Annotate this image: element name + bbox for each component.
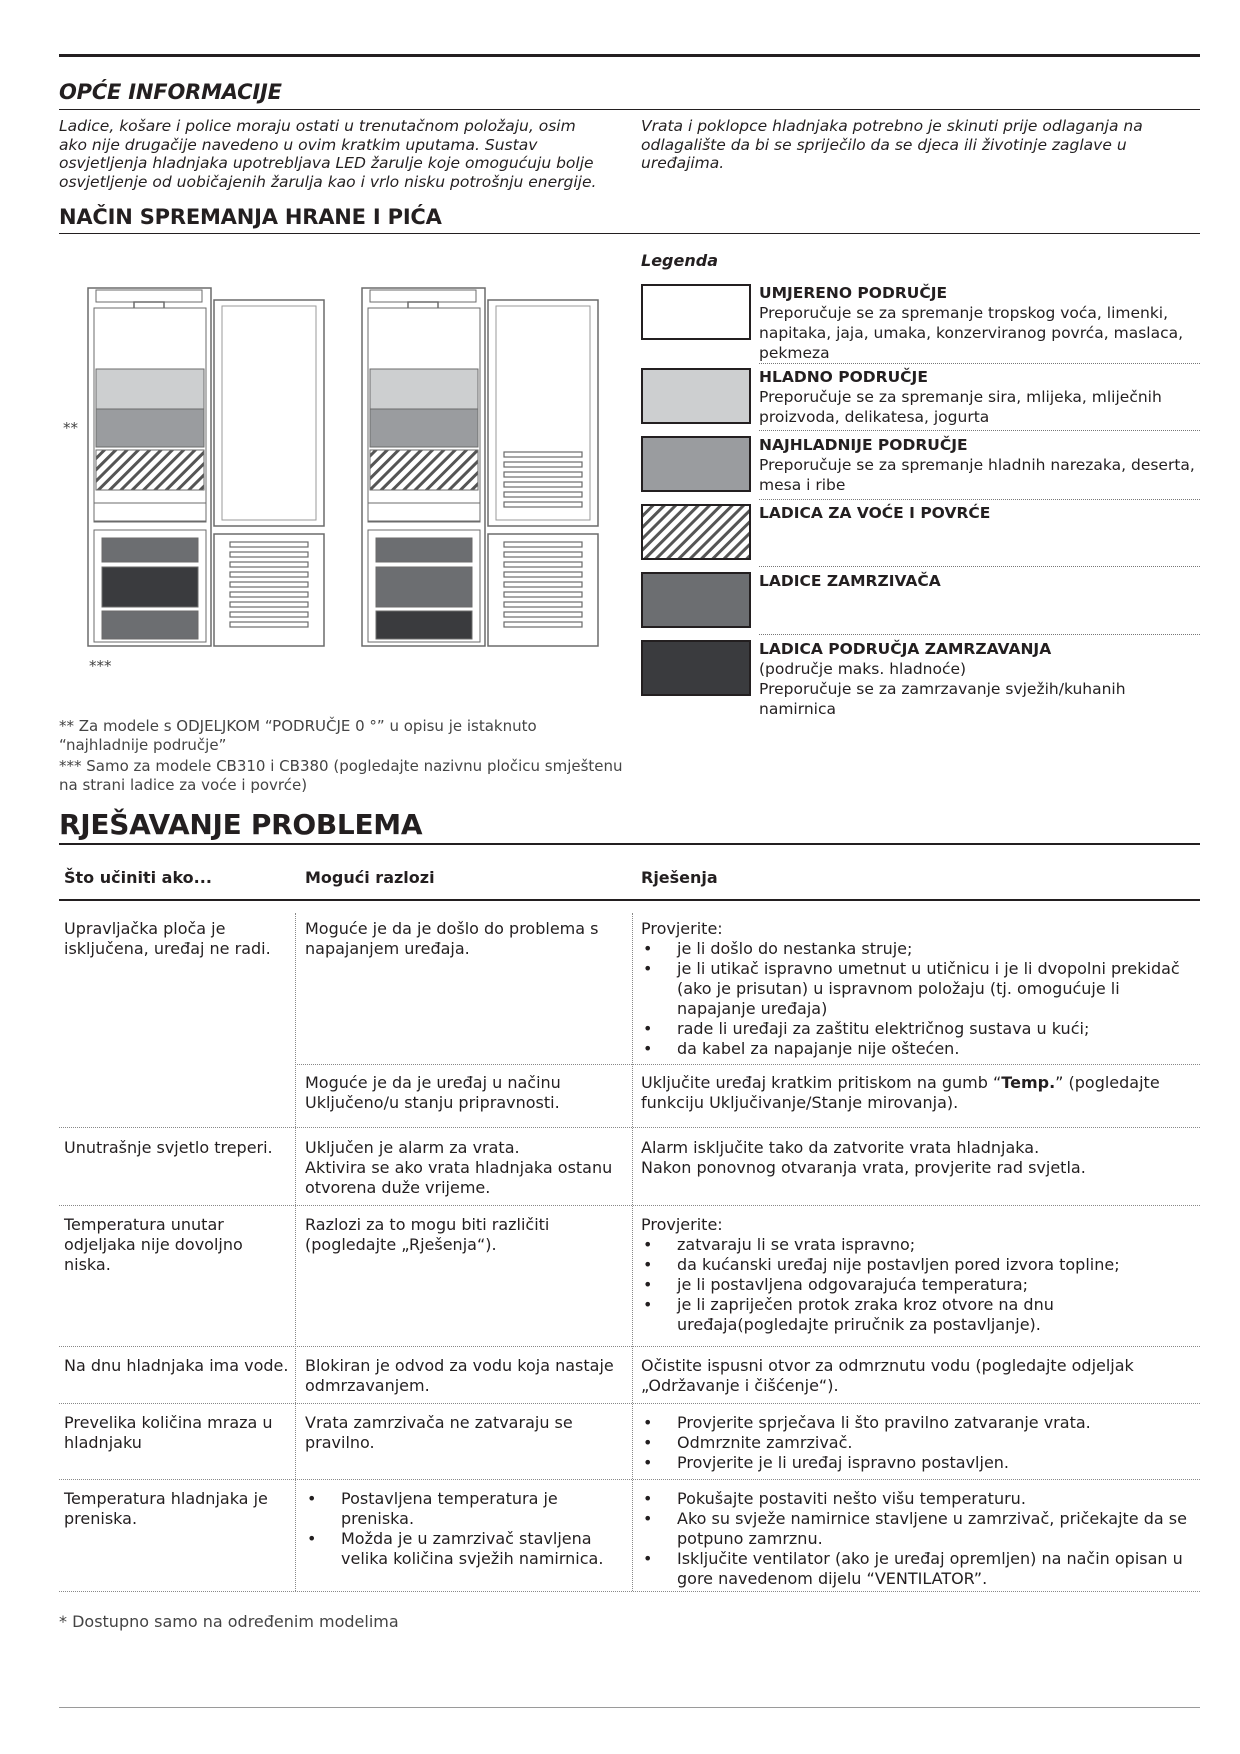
bottom-rule <box>59 1707 1200 1708</box>
row-6-problem: Temperatura hladnjaka je preniska. <box>64 1489 268 1528</box>
legend-title-coldest: NAJHLADNIJE PODRUČJE <box>759 436 968 454</box>
row-separator <box>59 1403 1200 1404</box>
row-separator <box>59 1346 1200 1347</box>
legend-swatch-moderate <box>641 284 751 340</box>
row-6-solution <box>641 1489 1201 1589</box>
legend-swatch-freezing-zone <box>641 640 751 696</box>
list-item: • Provjerite je li uređaj ispravno postavljen. <box>641 1453 1201 1473</box>
list-item: • Odmrznite zamrzivač. <box>641 1433 1201 1453</box>
legend-title-freezing-zone: LADICA PODRUČJA ZAMRZAVANJA <box>759 640 1052 658</box>
row-5-problem: Prevelika količina mraza u hladnjaku <box>64 1413 273 1452</box>
legend-separator <box>759 634 1200 635</box>
legend-title-cold: HLADNO PODRUČJE <box>759 368 928 386</box>
list-item: • je li utikač ispravno umetnut u utičnicu i je li dvopolni prekidač (ako je prisutan) u ispravnom položaju (tj. omogućuje li napajanje uređaja) <box>641 959 1201 1019</box>
list-item: • da kabel za napajanje nije oštećen. <box>641 1039 1201 1059</box>
list-item: • Možda je u zamrzivač stavljena velika količina svježih namirnica. <box>305 1529 625 1569</box>
mark-double-asterisk: ** <box>63 419 78 437</box>
fridge-1-door <box>214 300 324 646</box>
general-left-text: Ladice, košare i police moraju ostati u trenutačnom položaju, osim ako nije drugačije navedeno u ovim kratkim uputama. Sustav osvjetljenja hladnjaka upotrebljava LED žarulje koje omogućuju bolje osvjetljenje od uobičajenih žarulja kao i vrlo nisku potrošnju energije. <box>59 117 597 191</box>
solution-intro: Provjerite: <box>641 919 723 938</box>
section-rule <box>59 843 1200 845</box>
section-title-troubleshooting: RJEŠAVANJE PROBLEMA <box>59 808 423 841</box>
list-item: • zatvaraju li se vrata ispravno; <box>641 1235 1201 1255</box>
section-rule <box>59 233 1200 234</box>
row-4-solution: Očistite ispusni otvor za odmrznutu vodu (pogledajte odjeljak „Održavanje i čišćenje“). <box>641 1356 1134 1395</box>
footnote-triple: *** Samo za modele CB310 i CB380 (pogledajte nazivnu pločicu smještenu na strani ladice za voće i povrće) <box>59 757 623 794</box>
footnote-double: ** Za modele s ODJELJKOM “PODRUČJE 0 °” u opisu je istaknuto “najhladnije područje” <box>59 717 537 754</box>
row-2-cause: Uključen je alarm za vrata. Aktivira se ako vrata hladnjaka ostanu otvorena duže vrijeme. <box>305 1138 613 1197</box>
legend-desc-moderate: Preporučuje se za spremanje tropskog voća, limenki, napitaka, jaja, umaka, konzerviranog povrća, maslaca, pekmeza <box>759 304 1184 362</box>
fridge-2-door <box>488 300 598 646</box>
list-item: • Postavljena temperatura je preniska. <box>305 1489 625 1529</box>
legend-swatch-cold <box>641 368 751 424</box>
list-item: • Provjerite sprječava li što pravilno zatvaranje vrata. <box>641 1413 1201 1433</box>
row-separator <box>59 1205 1200 1206</box>
section-rule <box>59 109 1200 110</box>
fridge-2 <box>362 288 485 646</box>
header-causes: Mogući razlozi <box>305 868 435 887</box>
legend-separator <box>759 566 1200 567</box>
list-item: • je li postavljena odgovarajuća temperatura; <box>641 1275 1201 1295</box>
row-4-problem: Na dnu hladnjaka ima vode. <box>64 1356 289 1375</box>
list-item: • da kućanski uređaj nije postavljen pored izvora topline; <box>641 1255 1201 1275</box>
column-separator <box>632 913 633 1591</box>
table-footnote: * Dostupno samo na određenim modelima <box>59 1612 399 1631</box>
legend-separator <box>759 499 1200 500</box>
row-6-cause <box>305 1489 625 1569</box>
section-title-storage: NAČIN SPREMANJA HRANE I PIĆA <box>59 205 442 229</box>
fridge-illustrations <box>80 280 620 650</box>
top-rule <box>59 54 1200 57</box>
fridge-1 <box>88 288 211 646</box>
general-right-text: Vrata i poklopce hladnjaka potrebno je skinuti prije odlaganja na odlagalište da bi se spriječilo da se djeca ili životinje zaglave u uređajima. <box>641 117 1143 172</box>
row-2-problem: Unutrašnje svjetlo treperi. <box>64 1138 273 1157</box>
legend-title-fruit-veg: LADICA ZA VOĆE I POVRĆE <box>759 504 991 522</box>
legend-separator <box>759 363 1200 364</box>
list-item: • rade li uređaji za zaštitu električnog sustava u kući; <box>641 1019 1201 1039</box>
legend-swatch-freezer-drawers <box>641 572 751 628</box>
row-separator <box>297 1064 1200 1065</box>
list-item: • je li došlo do nestanka struje; <box>641 939 1201 959</box>
legend-desc-cold: Preporučuje se za spremanje sira, mlijeka, mliječnih proizvoda, delikatesa, jogurta <box>759 388 1162 426</box>
legend-desc-coldest: Preporučuje se za spremanje hladnih narezaka, deserta, mesa i ribe <box>759 456 1195 494</box>
legend-title-moderate: UMJERENO PODRUČJE <box>759 284 948 302</box>
header-solutions: Rješenja <box>641 868 718 887</box>
list-item: • Pokušajte postaviti nešto višu temperaturu. <box>641 1489 1201 1509</box>
row-2-solution: Alarm isključite tako da zatvorite vrata hladnjaka. Nakon ponovnog otvaranja vrata, provjerite rad svjetla. <box>641 1138 1086 1177</box>
legend-title-freezer-drawers: LADICE ZAMRZIVAČA <box>759 572 941 590</box>
row-1-cause-2: Moguće je da je uređaj u načinu Uključeno/u stanju pripravnosti. <box>305 1073 561 1112</box>
legend-swatch-fruit-veg-hatch <box>641 504 751 560</box>
table-header-rule <box>59 899 1200 901</box>
row-3-solution <box>641 1215 1201 1335</box>
header-problem: Što učiniti ako... <box>64 868 212 887</box>
row-1-cause-1: Moguće je da je došlo do problema s napajanjem uređaja. <box>305 919 599 958</box>
row-3-problem: Temperatura unutar odjeljaka nije dovoljno niska. <box>64 1215 243 1274</box>
section-title-general: OPĆE INFORMACIJE <box>59 80 282 104</box>
row-4-cause: Blokiran je odvod za vodu koja nastaje odmrzavanjem. <box>305 1356 614 1395</box>
list-item: • Isključite ventilator (ako je uređaj opremljen) na način opisan u gore navedenom dijelu “VENTILATOR”. <box>641 1549 1201 1589</box>
legend-desc-freezing-zone: (područje maks. hladnoće) Preporučuje se za zamrzavanje svježih/kuhanih namirnica <box>759 660 1126 718</box>
row-1-solution-2: Uključite uređaj kratkim pritiskom na gumb “Temp.” (pogledajte funkciju Uključivanje/Stanje mirovanja). <box>641 1073 1160 1112</box>
column-separator <box>295 913 296 1591</box>
row-separator <box>59 1591 1200 1592</box>
row-5-cause: Vrata zamrzivača ne zatvaraju se pravilno. <box>305 1413 573 1452</box>
row-3-cause: Razlozi za to mogu biti različiti (pogledajte „Rješenja“). <box>305 1215 550 1254</box>
row-1-problem: Upravljačka ploča je isključena, uređaj ne radi. <box>64 919 271 958</box>
row-separator <box>59 1479 1200 1480</box>
list-item: • Ako su svježe namirnice stavljene u zamrzivač, pričekajte da se potpuno zamrznu. <box>641 1509 1201 1549</box>
row-1-solution-1 <box>641 919 1201 1059</box>
list-item: • je li zapriječen protok zraka kroz otvore na dnu uređaja(pogledajte priručnik za postavljanje). <box>641 1295 1201 1335</box>
solution-intro: Provjerite: <box>641 1215 723 1234</box>
legend-separator <box>759 430 1200 431</box>
row-5-solution <box>641 1413 1201 1473</box>
row-separator <box>59 1127 1200 1128</box>
legend-swatch-coldest <box>641 436 751 492</box>
legend-title: Legenda <box>641 251 718 270</box>
mark-triple-asterisk: *** <box>89 657 112 675</box>
